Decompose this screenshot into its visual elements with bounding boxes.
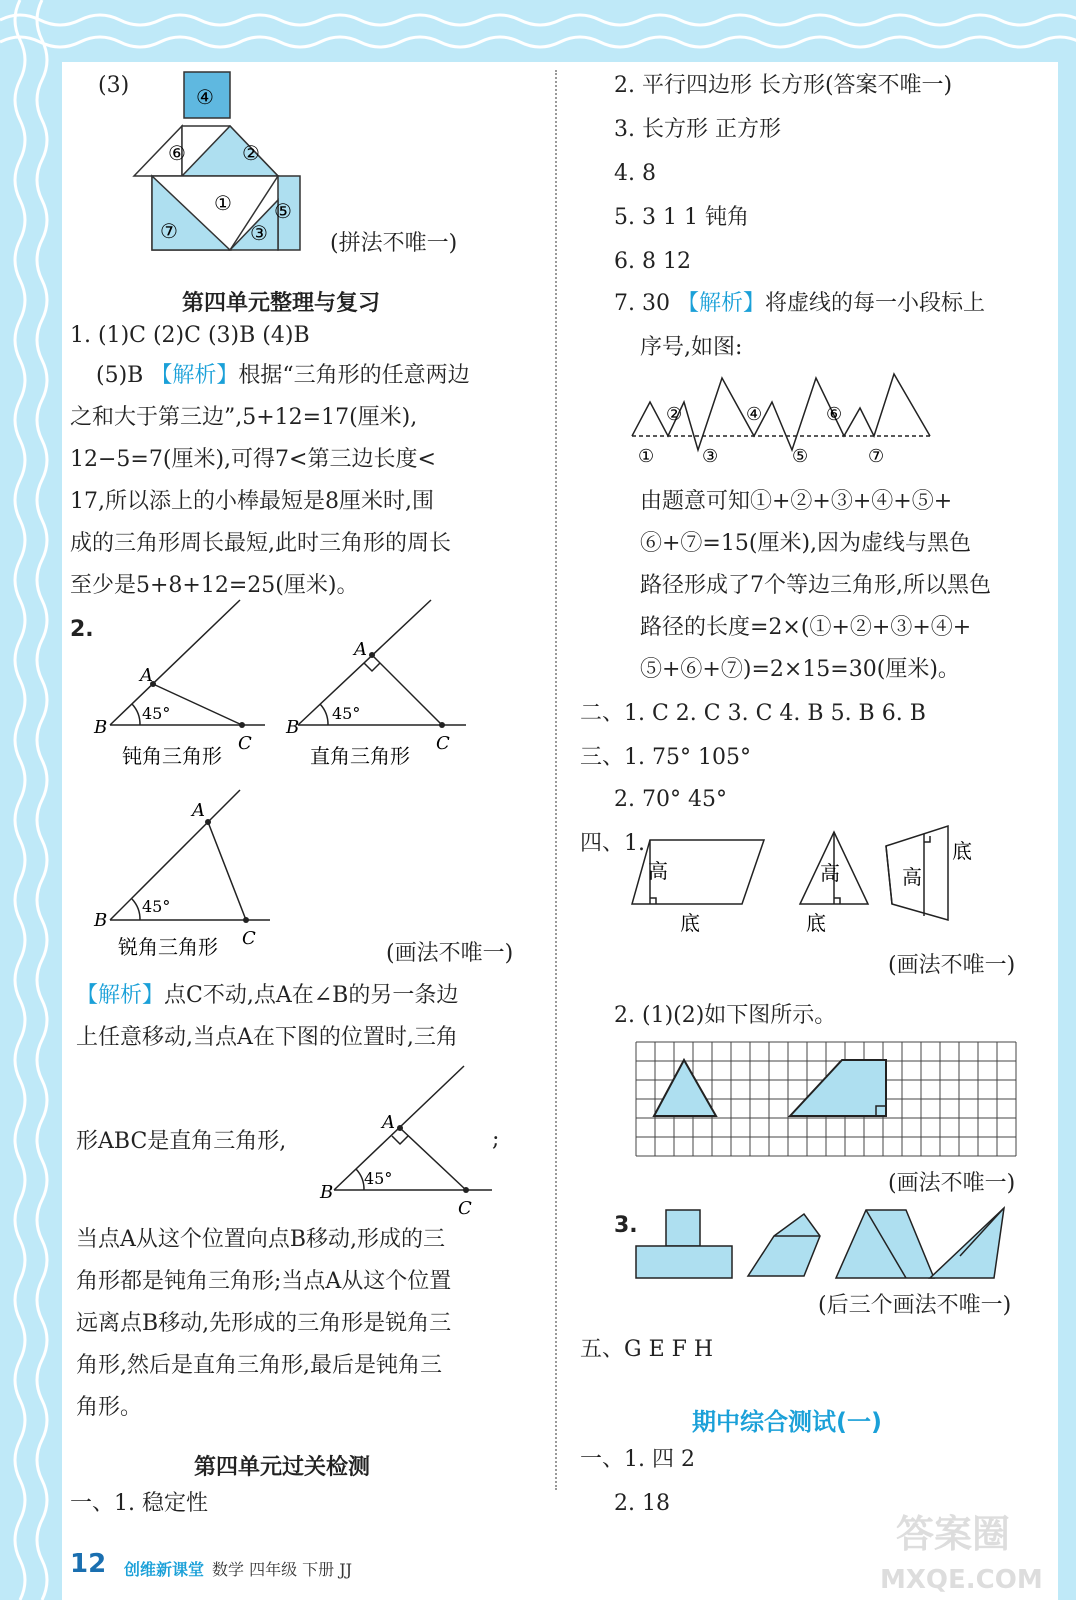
- svg-text:C: C: [458, 1198, 472, 1219]
- q2-line5: 角形都是钝角三角形;当点A从这个位置: [76, 1269, 452, 1294]
- label-right: 直角三角形: [310, 744, 410, 768]
- tangram-num-2: ②: [242, 141, 260, 165]
- brand-label: 创维新课堂: [124, 1560, 205, 1579]
- acute-triangle-figure: [90, 790, 290, 960]
- svg-text:⑦: ⑦: [868, 446, 885, 467]
- q2-line2: 上任意移动,当点A在下图的位置时,三角: [76, 1025, 458, 1050]
- q2-line3: 形ABC是直角三角形,: [76, 1129, 287, 1154]
- section-title-unit-test: 第四单元过关检测: [194, 1455, 371, 1480]
- r-line-2: 2. 平行四边形 长方形(答案不唯一): [614, 73, 953, 98]
- svg-text:B: B: [286, 717, 300, 738]
- r-sec3-line1: 三、1. 75° 105°: [580, 745, 751, 770]
- svg-text:45°: 45°: [142, 704, 171, 723]
- svg-text:高: 高: [648, 859, 668, 883]
- r-sec2-line: 二、1. C 2. C 3. C 4. B 5. B 6. B: [580, 701, 926, 726]
- q1-line3: 之和大于第三边”,5+12=17(厘米),: [70, 405, 418, 430]
- svg-text:⑥: ⑥: [826, 404, 843, 425]
- q2-label: 2.: [70, 617, 94, 642]
- r-calc-1: 由题意可知①+②+③+④+⑤+: [640, 489, 953, 514]
- svg-text:C: C: [436, 733, 450, 754]
- svg-text:底: 底: [806, 911, 826, 935]
- composite-shapes: [634, 1206, 1034, 1296]
- watermark-logo: 答案圈: [896, 1512, 1011, 1556]
- svg-text:③: ③: [702, 446, 719, 467]
- zigzag-figure: [632, 372, 942, 472]
- tangram-num-7: ⑦: [160, 219, 178, 243]
- obtuse-triangle-figure: [90, 605, 280, 785]
- jiexi-tag: 【解析】: [150, 363, 239, 388]
- svg-text:A: A: [354, 639, 367, 660]
- svg-text:C: C: [242, 928, 256, 949]
- tangram-num-4: ④: [196, 85, 214, 109]
- q1-line2: (5)B 【解析】根据“三角形的任意两边: [96, 363, 470, 388]
- right-triangle-figure: [286, 605, 476, 785]
- q1-line6: 成的三角形周长最短,此时三角形的周长: [70, 531, 451, 556]
- r-line-7: 7. 30 【解析】将虚线的每一小段标上: [614, 291, 986, 316]
- svg-text:①: ①: [638, 446, 655, 467]
- svg-text:45°: 45°: [332, 704, 361, 723]
- q2-draw-note: (画法不唯一): [386, 941, 514, 966]
- svg-text:A: A: [140, 665, 153, 686]
- q2-line6: 远离点B移动,先形成的三角形是锐角三: [76, 1311, 452, 1336]
- label-acute: 锐角三角形: [118, 935, 218, 959]
- svg-text:45°: 45°: [364, 1169, 393, 1188]
- tangram-num-1: ①: [214, 191, 232, 215]
- height-drawings: [630, 820, 1050, 935]
- label-obtuse: 钝角三角形: [122, 744, 222, 768]
- r-line-5: 5. 3 1 1 钝角: [614, 205, 749, 230]
- r-sec4-label: 四、1.: [580, 831, 645, 856]
- r-calc-4: 路径的长度=2×(①+②+③+④+: [640, 615, 972, 640]
- svg-text:B: B: [94, 910, 108, 931]
- tangram-note: (拼法不唯一): [330, 231, 458, 256]
- r-sec5-line: 五、G E F H: [580, 1337, 714, 1362]
- r-line-6: 6. 8 12: [614, 249, 691, 274]
- svg-text:⑤: ⑤: [792, 446, 809, 467]
- section-title-review: 第四单元整理与复习: [182, 291, 381, 316]
- svg-text:B: B: [94, 717, 108, 738]
- r-draw-note-2: (画法不唯一): [888, 1171, 1016, 1196]
- q2-jiexi-line: 【解析】点C不动,点A在∠B的另一条边: [76, 983, 459, 1008]
- q1-line5: 17,所以添上的小棒最短是8厘米时,围: [70, 489, 434, 514]
- grid-drawing: [634, 1040, 1034, 1160]
- r-sec4-q3: 3.: [614, 1213, 638, 1238]
- svg-text:②: ②: [666, 404, 683, 425]
- r-calc-5: ⑤+⑥+⑦)=2×15=30(厘米)。: [640, 657, 960, 682]
- svg-text:高: 高: [820, 861, 840, 885]
- tangram-num-6: ⑥: [168, 141, 186, 165]
- svg-text:A: A: [192, 800, 205, 821]
- r-line-4: 4. 8: [614, 161, 656, 186]
- svg-text:C: C: [238, 733, 252, 754]
- q2-line7: 角形,然后是直角三角形,最后是钝角三: [76, 1353, 442, 1378]
- q2-semicolon: ;: [492, 1127, 500, 1152]
- subject-label: 数学 四年级 下册 JJ: [212, 1560, 353, 1579]
- tangram-num-3: ③: [250, 221, 268, 245]
- column-separator: [555, 70, 557, 1490]
- section-title-midterm: 期中综合测试(一): [692, 1408, 882, 1436]
- s2-q1: 一、1. 稳定性: [70, 1491, 208, 1516]
- r-calc-3: 路径形成了7个等边三角形,所以黑色: [640, 573, 991, 598]
- svg-text:底: 底: [952, 839, 972, 863]
- svg-text:A: A: [382, 1112, 395, 1133]
- r-line-7b: 序号,如图:: [640, 335, 743, 360]
- q1-line1: 1. (1)C (2)C (3)B (4)B: [70, 323, 310, 348]
- q1-line7: 至少是5+8+12=25(厘米)。: [70, 573, 359, 598]
- tangram-house-figure: [130, 68, 310, 253]
- q3-label: (3): [98, 73, 130, 98]
- watermark-url: MXQE.COM: [880, 1565, 1043, 1595]
- q1-line4: 12−5=7(厘米),可得7<第三边长度<: [70, 447, 436, 472]
- q2-line4: 当点A从这个位置向点B移动,形成的三: [76, 1227, 446, 1252]
- svg-text:高: 高: [902, 865, 922, 889]
- page-number: 12: [70, 1549, 107, 1579]
- svg-text:④: ④: [746, 404, 763, 425]
- svg-text:底: 底: [680, 911, 700, 935]
- right-triangle-example: [320, 1056, 502, 1219]
- r-draw-note-1: (画法不唯一): [888, 953, 1016, 978]
- q2-line8: 角形。: [76, 1395, 143, 1420]
- r-mid-q2: 2. 18: [614, 1491, 670, 1516]
- r-sec4-q2: 2. (1)(2)如下图所示。: [614, 1003, 837, 1028]
- svg-text:B: B: [320, 1182, 334, 1203]
- r-sec3-line2: 2. 70° 45°: [614, 787, 727, 812]
- tangram-num-5: ⑤: [274, 199, 292, 223]
- r-line-3: 3. 长方形 正方形: [614, 117, 781, 142]
- r-mid-q1: 一、1. 四 2: [580, 1447, 695, 1472]
- r-calc-2: ⑥+⑦=15(厘米),因为虚线与黑色: [640, 531, 972, 556]
- svg-text:45°: 45°: [142, 897, 171, 916]
- r-q3-note: (后三个画法不唯一): [818, 1293, 1012, 1318]
